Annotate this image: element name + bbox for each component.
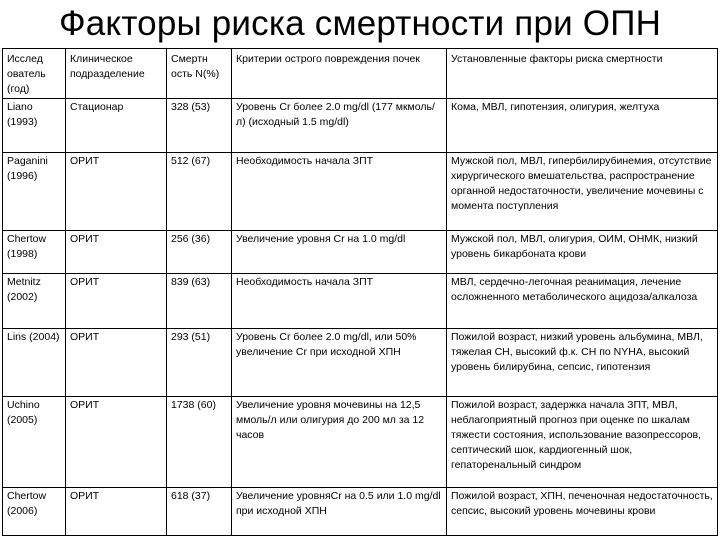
- cell-researcher: Uchino (2005): [3, 397, 66, 488]
- header-mortality: Смертн ость N(%): [167, 49, 232, 99]
- cell-criteria: Необходимость начала ЗПТ: [232, 274, 447, 329]
- cell-mortality: 256 (36): [167, 231, 232, 274]
- table-row: [3, 397, 718, 488]
- cell-criteria: Увеличение уровняCr на 0.5 или 1.0 mg/dl при исходной ХПН: [232, 488, 447, 536]
- cell-department: ОРИТ: [66, 153, 167, 231]
- cell-department: ОРИТ: [66, 488, 167, 536]
- cell-researcher: Paganini (1996): [3, 153, 66, 231]
- cell-risk-factors: Пожилой возраст, низкий уровень альбумина, МВЛ, тяжелая СН, высокий ф.к. СН по NYHA, высокий уровень билирубина, сепсис, гипотензия: [447, 329, 718, 397]
- table-row: [3, 329, 718, 397]
- cell-researcher: Chertow (2006): [3, 488, 66, 536]
- table-header-row: [3, 49, 718, 99]
- cell-risk-factors: Мужской пол, МВЛ, гипербилирубинемия, отсутствие хирургического вмешательства, распространение органной недостаточности, увеличение мочевины с момента поступления: [447, 153, 718, 231]
- header-criteria: Критерии острого повреждения почек: [232, 49, 447, 99]
- cell-mortality: 293 (51): [167, 329, 232, 397]
- header-risk-factors: Установленные факторы риска смертности: [447, 49, 718, 99]
- cell-researcher: Metnitz (2002): [3, 274, 66, 329]
- slide-title: Факторы риска смертности при ОПН: [58, 4, 662, 43]
- cell-risk-factors: Мужской пол, МВЛ, олигурия, ОИМ, ОНМК, низкий уровень бикарбоната крови: [447, 231, 718, 274]
- cell-criteria: Увеличение уровня мочевины на 12,5 ммоль/л или олигурия до 200 мл за 12 часов: [232, 397, 447, 488]
- cell-researcher: Liano (1993): [3, 99, 66, 153]
- cell-department: ОРИТ: [66, 397, 167, 488]
- cell-risk-factors: Пожилой возраст, задержка начала ЗПТ, МВЛ, неблагоприятный прогноз при оценке по шкалам тяжести состояния, использование вазопрессоров, септический шок, кардиогенный шок, гепаторенальный синдром: [447, 397, 718, 488]
- cell-mortality: 618 (37): [167, 488, 232, 536]
- cell-risk-factors: Кома, МВЛ, гипотензия, олигурия, желтуха: [447, 99, 718, 153]
- table-row: [3, 99, 718, 153]
- cell-criteria: Необходимость начала ЗПТ: [232, 153, 447, 231]
- header-researcher: Исслед ователь (год): [3, 49, 66, 99]
- cell-department: ОРИТ: [66, 231, 167, 274]
- cell-department: ОРИТ: [66, 329, 167, 397]
- cell-criteria: Уровень Cr более 2.0 mg/dl, или 50% увеличение Cr при исходной ХПН: [232, 329, 447, 397]
- header-department: Клиническое подразделение: [66, 49, 167, 99]
- cell-researcher: Lins (2004): [3, 329, 66, 397]
- cell-criteria: Увеличение уровня Cr на 1.0 mg/dl: [232, 231, 447, 274]
- cell-researcher: Chertow (1998): [3, 231, 66, 274]
- cell-department: Стационар: [66, 99, 167, 153]
- cell-mortality: 1738 (60): [167, 397, 232, 488]
- table-row: [3, 274, 718, 329]
- cell-criteria: Уровень Cr более 2.0 mg/dl (177 мкмоль/л) (исходный 1.5 mg/dl): [232, 99, 447, 153]
- cell-risk-factors: Пожилой возраст, ХПН, печеночная недостаточность, сепсис, высокий уровень мочевины крови: [447, 488, 718, 536]
- risk-factors-table: [2, 48, 718, 536]
- cell-mortality: 328 (53): [167, 99, 232, 153]
- cell-risk-factors: МВЛ, сердечно-легочная реанимация, лечение осложненного метаболического ацидоза/алкалоза: [447, 274, 718, 329]
- cell-mortality: 839 (63): [167, 274, 232, 329]
- cell-department: ОРИТ: [66, 274, 167, 329]
- table-row: [3, 231, 718, 274]
- table-row: [3, 153, 718, 231]
- table-row: [3, 488, 718, 536]
- cell-mortality: 512 (67): [167, 153, 232, 231]
